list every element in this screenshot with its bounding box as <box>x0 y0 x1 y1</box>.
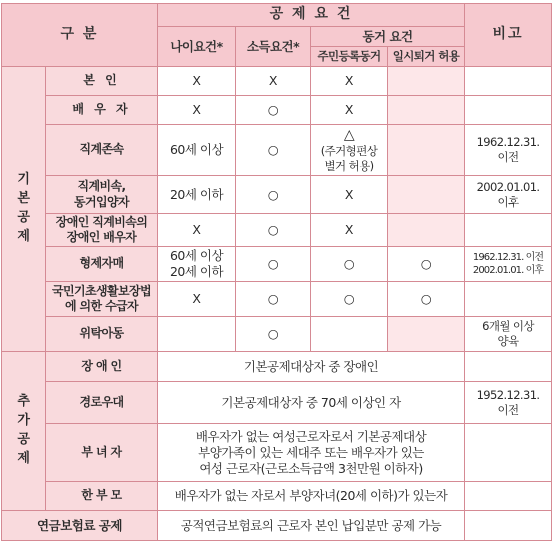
income-cell: ○ <box>236 125 311 176</box>
age-cell: 20세 이하 <box>158 176 236 214</box>
resident-cell: ○ <box>311 282 388 317</box>
header-temporary-absence: 일시퇴거 허용 <box>388 47 465 67</box>
resident-cell: △ (주거형편상 별거 허용) <box>311 125 388 176</box>
row-label-siblings: 형제자매 <box>46 247 158 282</box>
income-cell: X <box>236 67 311 96</box>
row-label-senior: 경로우대 <box>46 382 158 424</box>
header-deduction-requirements: 공 제 요 건 <box>158 4 465 27</box>
header-remarks: 비고 <box>465 4 552 67</box>
table-row <box>2 176 552 214</box>
remarks-cell <box>465 482 552 511</box>
income-cell: ○ <box>236 96 311 125</box>
content-cell: 기본공제대상자 중 70세 이상인 자 <box>158 382 465 424</box>
row-label-basic-livelihood-recipient: 국민기초생활보장법 에 의한 수급자 <box>46 282 158 317</box>
resident-cell: X <box>311 176 388 214</box>
resident-cell <box>311 317 388 352</box>
row-label-disabled-spouse: 장애인 직계비속의 장애인 배우자 <box>46 214 158 247</box>
temp-absence-cell <box>388 67 465 96</box>
content-cell: 배우자가 없는 여성근로자로서 기본공제대상 부양가족이 있는 세대주 또는 배우자가 있는 여성 근로자(근로소득금액 3천만원 이하자) <box>158 424 465 482</box>
remarks-cell: 1962.12.31. 이전 2002.01.01. 이후 <box>465 247 552 282</box>
deduction-requirements-table <box>1 3 552 541</box>
row-label-foster-child: 위탁아동 <box>46 317 158 352</box>
table-row <box>2 317 552 352</box>
table-row <box>2 511 552 541</box>
income-cell: ○ <box>236 247 311 282</box>
table-row <box>2 214 552 247</box>
remarks-cell <box>465 352 552 382</box>
group-additional-deduction: 추 가 공 제 <box>2 352 46 511</box>
table-row <box>2 424 552 482</box>
content-cell: 배우자가 없는 자로서 부양자녀(20세 이하)가 있는자 <box>158 482 465 511</box>
row-label-spouse: 배 우 자 <box>46 96 158 125</box>
temp-absence-cell <box>388 214 465 247</box>
table-row <box>2 67 552 96</box>
header-cohabitation-requirement: 동거 요건 <box>311 27 465 47</box>
remarks-cell: 1952.12.31. 이전 <box>465 382 552 424</box>
table-row <box>2 382 552 424</box>
remarks-cell <box>465 96 552 125</box>
income-cell: ○ <box>236 317 311 352</box>
remarks-cell <box>465 282 552 317</box>
row-label-single-parent: 한 부 모 <box>46 482 158 511</box>
income-cell: ○ <box>236 176 311 214</box>
income-cell: ○ <box>236 282 311 317</box>
table-row <box>2 482 552 511</box>
remarks-cell: 6개월 이상 양육 <box>465 317 552 352</box>
row-label-lineal-descendant: 직계비속, 동거입양자 <box>46 176 158 214</box>
resident-cell: X <box>311 214 388 247</box>
row-label-lineal-ascendant: 직계존속 <box>46 125 158 176</box>
age-cell: X <box>158 67 236 96</box>
remarks-cell: 1962.12.31. 이전 <box>465 125 552 176</box>
remarks-cell <box>465 214 552 247</box>
group-basic-deduction: 기 본 공 제 <box>2 67 46 352</box>
pension-content-cell: 공적연금보험료의 근로자 본인 납입분만 공제 가능 <box>158 511 465 541</box>
table-row <box>2 352 552 382</box>
header-age-requirement: 나이요건* <box>158 27 236 67</box>
age-cell: 60세 이상 <box>158 125 236 176</box>
row-label-pension-deduction: 연금보험료 공제 <box>2 511 158 541</box>
table-row <box>2 282 552 317</box>
temp-absence-cell <box>388 317 465 352</box>
age-cell: X <box>158 282 236 317</box>
remarks-cell <box>465 511 552 541</box>
temp-absence-cell <box>388 96 465 125</box>
age-cell <box>158 317 236 352</box>
age-cell: X <box>158 96 236 125</box>
header-income-requirement: 소득요건* <box>236 27 311 67</box>
resident-cell: X <box>311 96 388 125</box>
table-row <box>2 125 552 176</box>
header-resident-registration: 주민등록동거 <box>311 47 388 67</box>
temp-absence-cell <box>388 176 465 214</box>
row-label-disabled: 장 애 인 <box>46 352 158 382</box>
resident-cell: X <box>311 67 388 96</box>
resident-cell: ○ <box>311 247 388 282</box>
remarks-cell: 2002.01.01. 이후 <box>465 176 552 214</box>
income-cell: ○ <box>236 214 311 247</box>
age-cell: X <box>158 214 236 247</box>
header-category: 구 분 <box>2 4 158 67</box>
table-row <box>2 247 552 282</box>
table-row <box>2 96 552 125</box>
row-label-self: 본 인 <box>46 67 158 96</box>
temp-absence-cell: ○ <box>388 247 465 282</box>
remarks-cell <box>465 424 552 482</box>
age-cell: 60세 이상 20세 이하 <box>158 247 236 282</box>
temp-absence-cell: ○ <box>388 282 465 317</box>
temp-absence-cell <box>388 125 465 176</box>
content-cell: 기본공제대상자 중 장애인 <box>158 352 465 382</box>
row-label-working-woman: 부 녀 자 <box>46 424 158 482</box>
remarks-cell <box>465 67 552 96</box>
